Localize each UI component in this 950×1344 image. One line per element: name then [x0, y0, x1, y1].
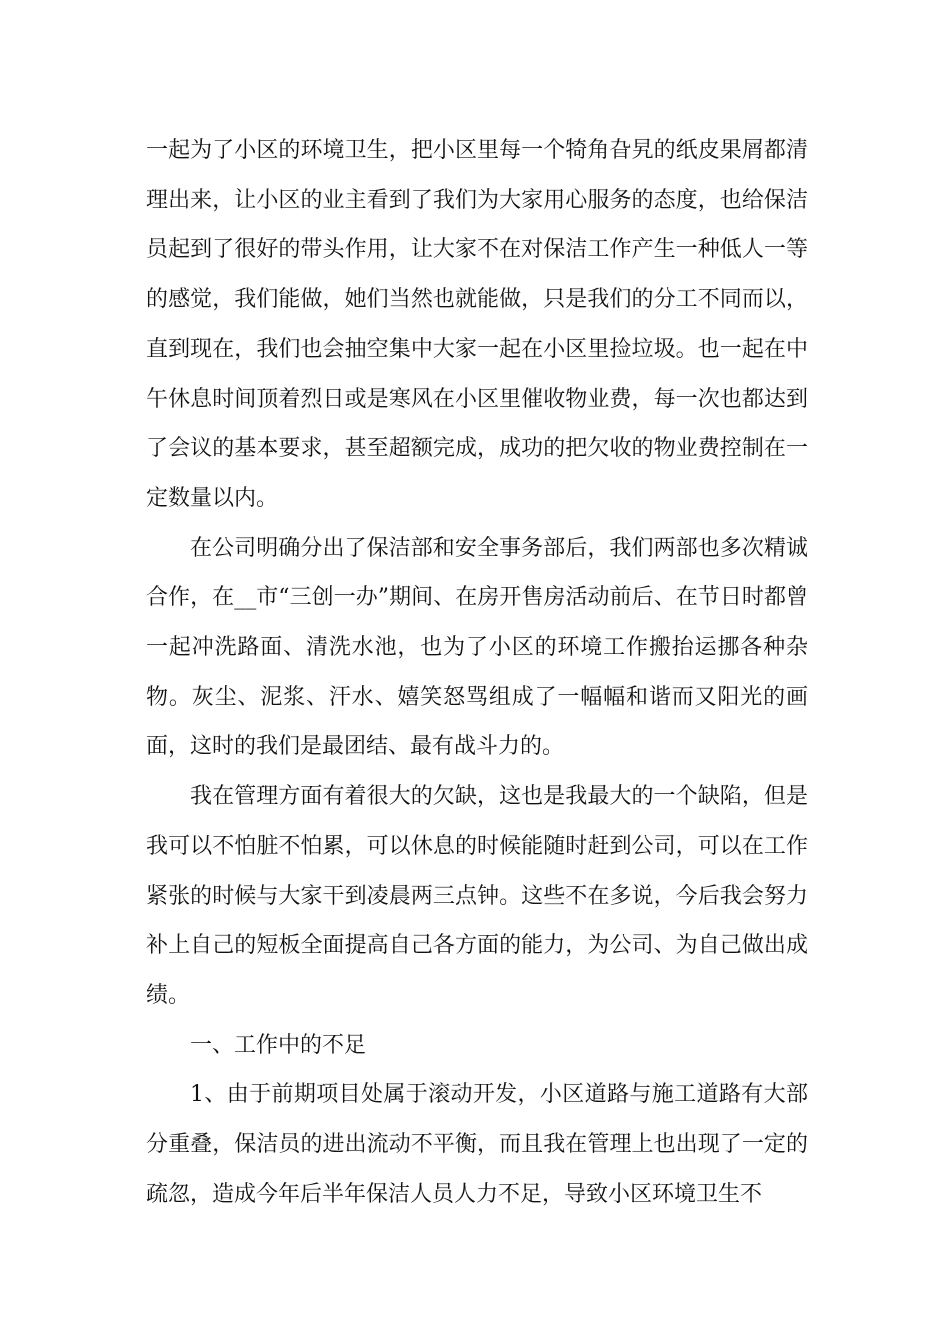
paragraph-4: 1、由于前期项目处属于滚动开发，小区道路与施工道路有大部分重叠，保洁员的进出流动不平衡，而且我在管理上也出现了一定的疏忽，造成今年后半年保洁人员人力不足，导致小区环境卫生不 [146, 1082, 808, 1207]
section-heading: 一、工作中的不足 [190, 1032, 367, 1058]
paragraph-2: 在公司明确分出了保洁部和安全事务部后，我们两部也多次精诚合作，在__市“三创一办”期间、在房开售房活动前后、在节日时都曾一起冲洗路面、清洗水池，也为了小区的环境工作搬抬运挪各种杂物。灰尘、泥浆、汗水、嬉笑怒骂组成了一幅幅和谐而又阳光的画面，这时的我们是最团结、最有战斗力的。 [146, 535, 808, 760]
paragraph-3: 我在管理方面有着很大的欠缺，这也是我最大的一个缺陷，但是我可以不怕脏不怕累，可以休息的时候能随时赶到公司，可以在工作紧张的时候与大家干到凌晨两三点钟。这些不在多说，今后我会努力补上自己的短板全面提高自己各方面的能力，为公司、为自己做出成绩。 [146, 784, 808, 1008]
document-body [146, 126, 808, 1219]
paragraph-1: 一起为了小区的环境卫生，把小区里每一个犄角旮旯的纸皮果屑都清理出来，让小区的业主看到了我们为大家用心服务的态度，也给保洁员起到了很好的带头作用，让大家不在对保洁工作产生一种低人一等的感觉，我们能做，她们当然也就能做，只是我们的分工不同而以，直到现在，我们也会抽空集中大家一起在小区里捡垃圾。也一起在中午休息时间顶着烈日或是寒风在小区里催收物业费，每一次也都达到了会议的基本要求，甚至超额完成，成功的把欠收的物业费控制在一定数量以内。 [146, 138, 808, 511]
